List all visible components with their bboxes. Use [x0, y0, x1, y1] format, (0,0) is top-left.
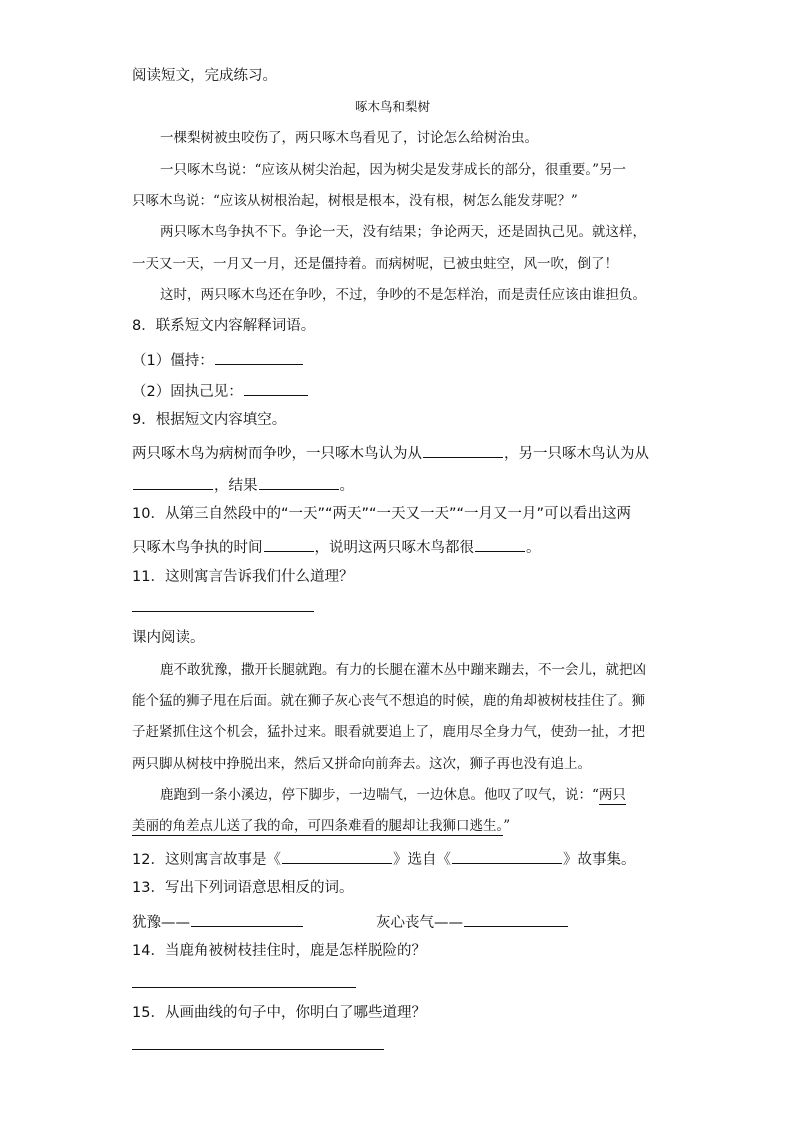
passage1-p2-line1: 一只啄木鸟说：“应该从树尖治起，因为树尖是发芽成长的部分，很重要。”另一	[160, 162, 627, 178]
passage2-p2-line1	[160, 785, 626, 805]
question-14: 14．当鹿角被树枝挂住时，鹿是怎样脱险的？	[132, 943, 426, 959]
answer-blank[interactable]	[475, 535, 525, 552]
answer-blank[interactable]	[244, 379, 308, 396]
answer-blank[interactable]	[264, 535, 314, 552]
question-8: 8．联系短文内容解释词语。	[132, 318, 316, 334]
underlined-sentence: 美丽的角差点儿送了我的命，可四条难看的腿却让我狮口逃生。	[132, 818, 504, 834]
question-12-text-b: 》选自《	[392, 852, 451, 868]
question-12	[132, 847, 635, 870]
answer-blank[interactable]	[464, 910, 568, 927]
passage1-p1: 一棵梨树被虫咬伤了，两只啄木鸟看见了，讨论怎么给树治虫。	[160, 130, 538, 146]
answer-line[interactable]	[132, 1049, 384, 1050]
answer-line[interactable]	[132, 611, 314, 612]
question-10-text-c: 。	[526, 540, 541, 556]
underlined-sentence-start: 两只	[598, 787, 626, 803]
question-15: 15．从画曲线的句子中，你明白了哪些道理？	[132, 1005, 426, 1021]
question-10-text-a: 只啄木鸟争执的时间	[132, 540, 263, 556]
passage2-p2-line2	[132, 816, 510, 836]
passage1-p2-line2: 只啄木鸟说：“应该从树根治起，树根是根本，没有根，树怎么能发芽呢？”	[132, 193, 578, 209]
passage1-p3-line2: 一天又一天，一月又一月，还是僵持着。而病树呢，已被虫蛀空，风一吹，倒了！	[132, 256, 618, 272]
answer-blank[interactable]	[191, 910, 303, 927]
question-12-text-c: 》故事集。	[562, 852, 636, 868]
question-9-line2	[132, 473, 354, 496]
passage2-line1: 鹿不敢犹豫，撒开长腿就跑。有力的长腿在灌木丛中蹦来蹦去，不一会儿，就把凶	[160, 662, 646, 678]
question-11: 11．这则寓言告诉我们什么道理？	[132, 569, 354, 585]
question-10-line2	[132, 535, 541, 558]
question-9-text-c: ，结果	[214, 478, 258, 494]
question-8-2	[132, 379, 309, 402]
passage1-p4: 这时，两只啄木鸟还在争吵，不过，争吵的不是怎样治，而是责任应该由谁担负。	[160, 287, 646, 303]
question-9-text-b: ，另一只啄木鸟认为从	[504, 446, 649, 462]
passage2-p2-text: 鹿跑到一条小溪边，停下脚步，一边喘气，一边休息。他叹了叹气，说：“	[160, 787, 599, 803]
question-12-text-a: 12．这则寓言故事是《	[132, 852, 281, 868]
question-9-line1	[132, 441, 649, 464]
answer-blank[interactable]	[215, 348, 303, 365]
answer-blank[interactable]	[452, 847, 562, 864]
passage1-p3-line1: 两只啄木鸟争执不下。争论一天，没有结果；争论两天，还是固执己见。就这样，	[160, 224, 646, 240]
answer-blank[interactable]	[259, 473, 339, 490]
passage2-line3: 子赶紧抓住这个机会，猛扑过来。眼看就要追上了，鹿用尽全身力气，使劲一扯，才把	[132, 724, 645, 740]
question-13-b	[376, 910, 569, 933]
section2-intro: 课内阅读。	[132, 630, 205, 646]
answer-blank[interactable]	[423, 441, 503, 458]
question-13-a	[132, 910, 304, 933]
question-13-word-b: 灰心丧气——	[376, 915, 463, 931]
question-13: 13．写出下列词语意思相反的词。	[132, 880, 354, 896]
question-8-2-label: （2）固执己见：	[132, 384, 243, 400]
passage2-line4: 两只脚从树枝中挣脱出来，然后又拼命向前奔去。这次，狮子再也没有追上。	[132, 756, 591, 772]
answer-blank[interactable]	[133, 473, 213, 490]
intro-text: 阅读短文，完成练习。	[132, 68, 277, 84]
question-9: 9．根据短文内容填空。	[132, 412, 287, 428]
question-13-word-a: 犹豫——	[132, 915, 190, 931]
answer-line[interactable]	[132, 987, 356, 988]
question-8-1	[132, 348, 304, 371]
question-10-line1: 10．从第三自然段中的“一天”“两天”“一天又一天”“一月又一月”可以看出这两	[132, 506, 632, 522]
question-8-1-label: （1）僵持：	[132, 353, 214, 369]
passage2-line2: 能个猛的狮子甩在后面。就在狮子灰心丧气不想追的时候，鹿的角却被树枝挂住了。狮	[132, 693, 645, 709]
closing-quote: ”	[503, 818, 511, 834]
question-10-text-b: ，说明这两只啄木鸟都很	[314, 540, 474, 556]
answer-blank[interactable]	[282, 847, 392, 864]
question-9-text-a: 两只啄木鸟为病树而争吵，一只啄木鸟认为从	[132, 446, 422, 462]
passage-title: 啄木鸟和梨树	[355, 99, 431, 114]
question-9-text-d: 。	[339, 478, 354, 494]
